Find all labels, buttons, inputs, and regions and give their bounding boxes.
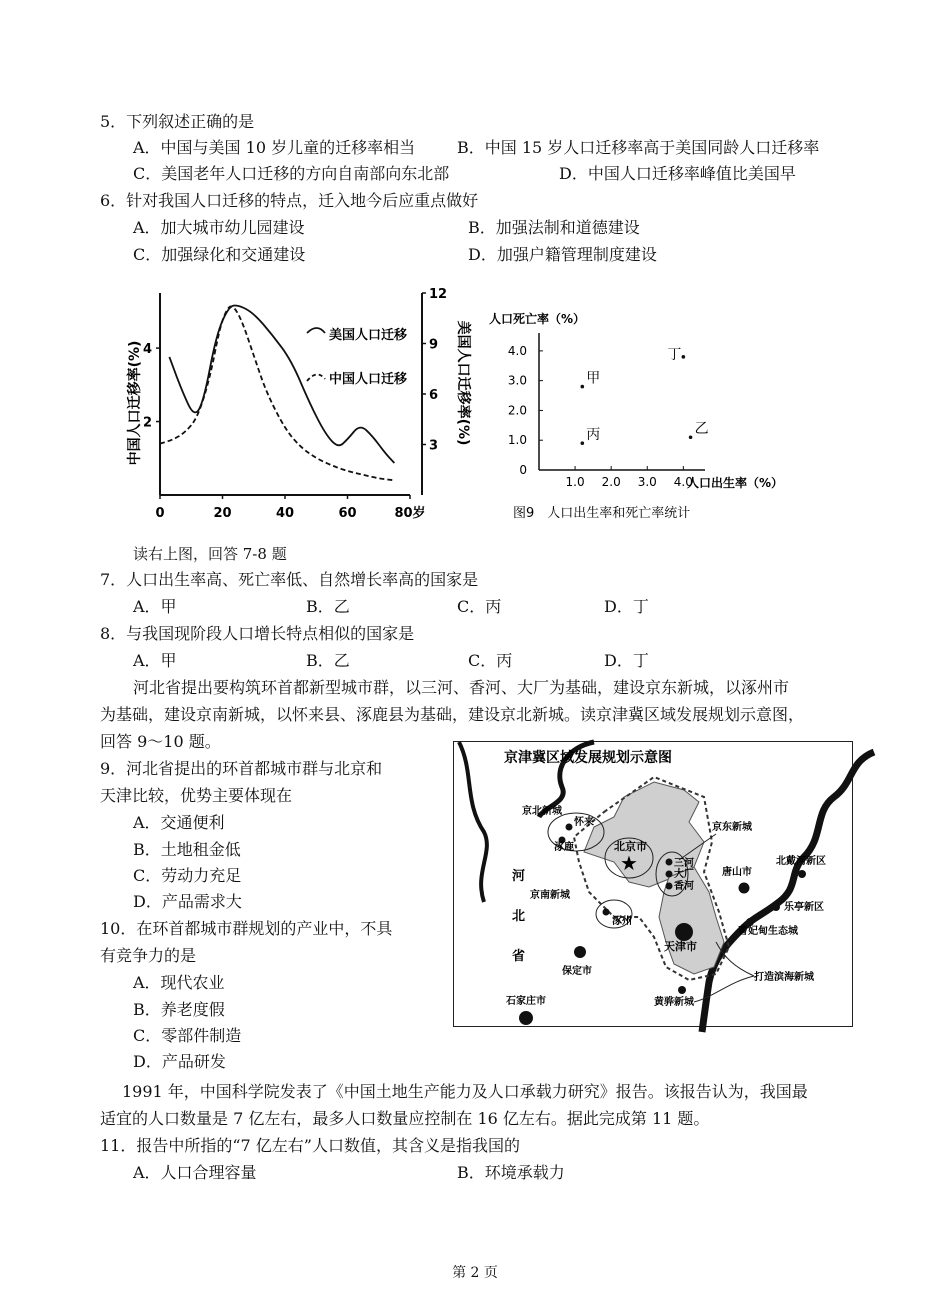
scatter-point-label: 丙	[586, 427, 601, 444]
scatter-y-tick-label: 0	[519, 463, 527, 477]
label-shijiazhuang: 石家庄市	[506, 996, 546, 1007]
beidaihe-dot	[798, 870, 806, 878]
q7-option-a: A．甲	[133, 597, 177, 616]
page-number: 第 2 页	[452, 1265, 498, 1281]
province-border-west	[459, 742, 487, 902]
dachang-dot	[666, 871, 673, 878]
q9-stem-line2: 天津比较，优势主要体现在	[100, 786, 293, 805]
q8-stem: 8．与我国现阶段人口增长特点相似的国家是	[100, 624, 415, 643]
label-jingnan: 京南新城	[530, 890, 570, 901]
label-dachang: 大厂	[674, 869, 694, 880]
label-leting: 乐亭新区	[784, 902, 824, 913]
scatter-point-label: 丁	[667, 346, 682, 363]
passage2-line2: 适宜的人口数量是 7 亿左右，最多人口数量应控制在 16 亿左右。据此完成第 11 题。	[100, 1109, 710, 1128]
label-binhai: 打造滨海新城	[754, 972, 814, 983]
label-baoding: 保定市	[562, 966, 592, 977]
q10-stem-line2: 有竞争力的是	[100, 946, 197, 965]
q10-option-d: D．产品研发	[133, 1052, 226, 1071]
q5-option-b: B．中国 15 岁人口迁移率高于美国同龄人口迁移率	[457, 138, 820, 157]
huanghua-dot	[678, 986, 686, 994]
q6-option-b: B．加强法制和道德建设	[468, 218, 640, 237]
shijiazhuang-dot	[519, 1011, 533, 1025]
q8-option-b: B．乙	[306, 651, 350, 670]
label-zhuozhou: 涿州	[612, 916, 632, 927]
label-jingbei: 京北新城	[522, 806, 562, 817]
label-huanghua: 黄骅新城	[654, 997, 694, 1008]
q9-option-a: A．交通便利	[133, 813, 225, 832]
label-hebei-2: 北	[512, 909, 526, 924]
scatter-title: 图9 人口出生率和死亡率统计	[513, 506, 691, 521]
jingjinji-map	[453, 741, 853, 1027]
q8-option-a: A．甲	[133, 651, 177, 670]
baoding-dot	[574, 946, 586, 958]
passage2-line1: 1991 年，中国科学院发表了《中国土地生产能力及人口承载力研究》报告。该报告认为，我国最	[122, 1082, 808, 1101]
q7-option-c: C．丙	[457, 597, 502, 616]
q8-option-c: C．丙	[468, 651, 513, 670]
tangshan-dot	[739, 883, 750, 894]
q11-option-a: A．人口合理容量	[133, 1163, 257, 1182]
migration-rate-chart	[125, 283, 471, 528]
label-beijing: 北京市	[614, 840, 647, 853]
q7-stem: 7．人口出生率高、死亡率低、自然增长率高的国家是	[100, 570, 479, 589]
leting-dot	[772, 903, 780, 911]
q9-stem-line1: 9．河北省提出的环首都城市群与北京和	[100, 759, 383, 778]
scatter-point-丙	[581, 441, 585, 445]
jingjinji-map-svg	[454, 742, 854, 1028]
caofeidian-dot	[746, 918, 754, 926]
sanhe-dot	[666, 859, 673, 866]
label-hebei-3: 省	[512, 949, 526, 964]
birth-death-rate-scatter	[483, 305, 803, 527]
q5-option-c: C．美国老年人口迁移的方向自南部向东北部	[133, 164, 450, 183]
scatter-y-label: 人口死亡率（%）	[489, 312, 586, 326]
scatter-y-tick-label: 3.0	[507, 373, 527, 388]
label-xianghe: 香河	[674, 881, 694, 892]
beijing-star-icon: ★	[620, 851, 638, 875]
passage1-line3: 回答 9～10 题。	[100, 732, 221, 751]
q6-option-d: D．加强户籍管理制度建设	[468, 245, 657, 264]
q9-option-d: D．产品需求大	[133, 892, 242, 911]
q5-option-a: A．中国与美国 10 岁儿童的迁移率相当	[133, 138, 416, 157]
x-tick-label: 40	[275, 506, 295, 521]
label-tangshan: 唐山市	[722, 867, 752, 878]
scatter-points	[581, 347, 709, 445]
migration-chart-legend	[307, 327, 408, 387]
right-tick-label: 3	[429, 438, 439, 454]
q6-option-a: A．加大城市幼儿园建设	[133, 218, 305, 237]
q5-stem: 5．下列叙述正确的是	[100, 112, 255, 131]
label-caofeidian: 曹妃甸生态城	[738, 926, 798, 937]
q10-option-a: A．现代农业	[133, 973, 225, 992]
scatter-x-label: 人口出生率（%）	[687, 476, 784, 490]
x-tick-label: 0	[155, 506, 165, 521]
scatter-y-tick-label: 1.0	[507, 433, 527, 448]
label-tianjin: 天津市	[664, 940, 697, 953]
q8-option-d: D．丁	[604, 651, 649, 670]
coastline	[702, 752, 874, 1032]
q10-option-b: B．养老度假	[133, 1000, 225, 1019]
label-huailai: 怀来	[574, 817, 594, 828]
scatter-point-甲	[581, 385, 585, 389]
label-sanhe: 三河	[674, 858, 694, 869]
q10-option-c: C．零部件制造	[133, 1026, 242, 1045]
q6-option-c: C．加强绿化和交通建设	[133, 245, 306, 264]
scatter-x-tick-label: 1.0	[565, 475, 585, 489]
scatter-x-tick-label: 2.0	[601, 475, 621, 489]
left-tick-label: 4	[142, 342, 152, 358]
scatter-point-label: 甲	[586, 370, 601, 387]
xianghe-dot	[666, 883, 673, 890]
q10-stem-line1: 10．在环首都城市群规划的产业中，不具	[100, 919, 393, 938]
huailai-dot	[566, 824, 573, 831]
legend-china-label: 中国人口迁移	[329, 372, 408, 387]
right-tick-label: 6	[429, 388, 439, 403]
legend-usa-label: 美国人口迁移	[329, 328, 408, 343]
passage1-line1: 河北省提出要构筑环首都新型城市群，以三河、香河、大厂为基础，建设京东新城，以涿州市	[133, 678, 790, 697]
right-axis-label: 美国人口迁移率(%)	[455, 320, 471, 446]
q7-option-d: D．丁	[604, 597, 649, 616]
scatter-y-tick-label: 4.0	[507, 343, 527, 358]
scatter-x-tick-label: 3.0	[637, 475, 657, 489]
legend-china-line	[307, 374, 325, 381]
label-jingdong: 京东新城	[712, 822, 752, 833]
left-tick-label: 2	[142, 415, 152, 431]
label-hebei-1: 河	[512, 869, 526, 884]
scatter-point-丁	[682, 355, 686, 359]
scatter-point-乙	[689, 435, 693, 439]
left-axis-label: 中国人口迁移率(%)	[127, 340, 143, 466]
q5-option-d: D．中国人口迁移率峰值比美国早	[559, 164, 796, 183]
read-hint: 读右上图，回答 7-8 题	[133, 545, 287, 563]
scatter-point-label: 乙	[694, 421, 709, 438]
scatter-y-tick-label: 2.0	[507, 403, 527, 418]
label-beidaihe: 北戴河新区	[776, 856, 826, 867]
q6-stem: 6．针对我国人口迁移的特点，迁入地今后应重点做好	[100, 191, 479, 210]
q9-option-c: C．劳动力充足	[133, 866, 242, 885]
x-tick-label: 20	[213, 506, 232, 521]
q9-option-b: B．土地租金低	[133, 840, 241, 859]
q11-option-b: B．环境承载力	[457, 1163, 565, 1182]
x-tick-label: 80岁	[394, 506, 426, 521]
legend-usa-line	[307, 328, 325, 333]
q11-stem: 11．报告中所指的“7 亿左右”人口数值，其含义是指我国的	[100, 1136, 520, 1155]
right-tick-label: 9	[429, 337, 439, 353]
scatter-x-tick-label: 4.0	[673, 475, 693, 489]
right-tick-label: 12	[429, 287, 448, 302]
tianjin-dot	[675, 923, 693, 941]
x-tick-label: 60	[338, 506, 357, 521]
zhuozhou-dot	[603, 909, 610, 916]
map-title: 京津冀区域发展规划示意图	[504, 750, 672, 766]
binhai-leader-2	[694, 976, 754, 1002]
label-zhuolu: 涿鹿	[554, 842, 574, 853]
passage1-line2: 为基础，建设京南新城，以怀来县、涿鹿县为基础，建设京北新城。读京津冀区域发展规划示意图，	[100, 705, 805, 724]
q7-option-b: B．乙	[306, 597, 350, 616]
